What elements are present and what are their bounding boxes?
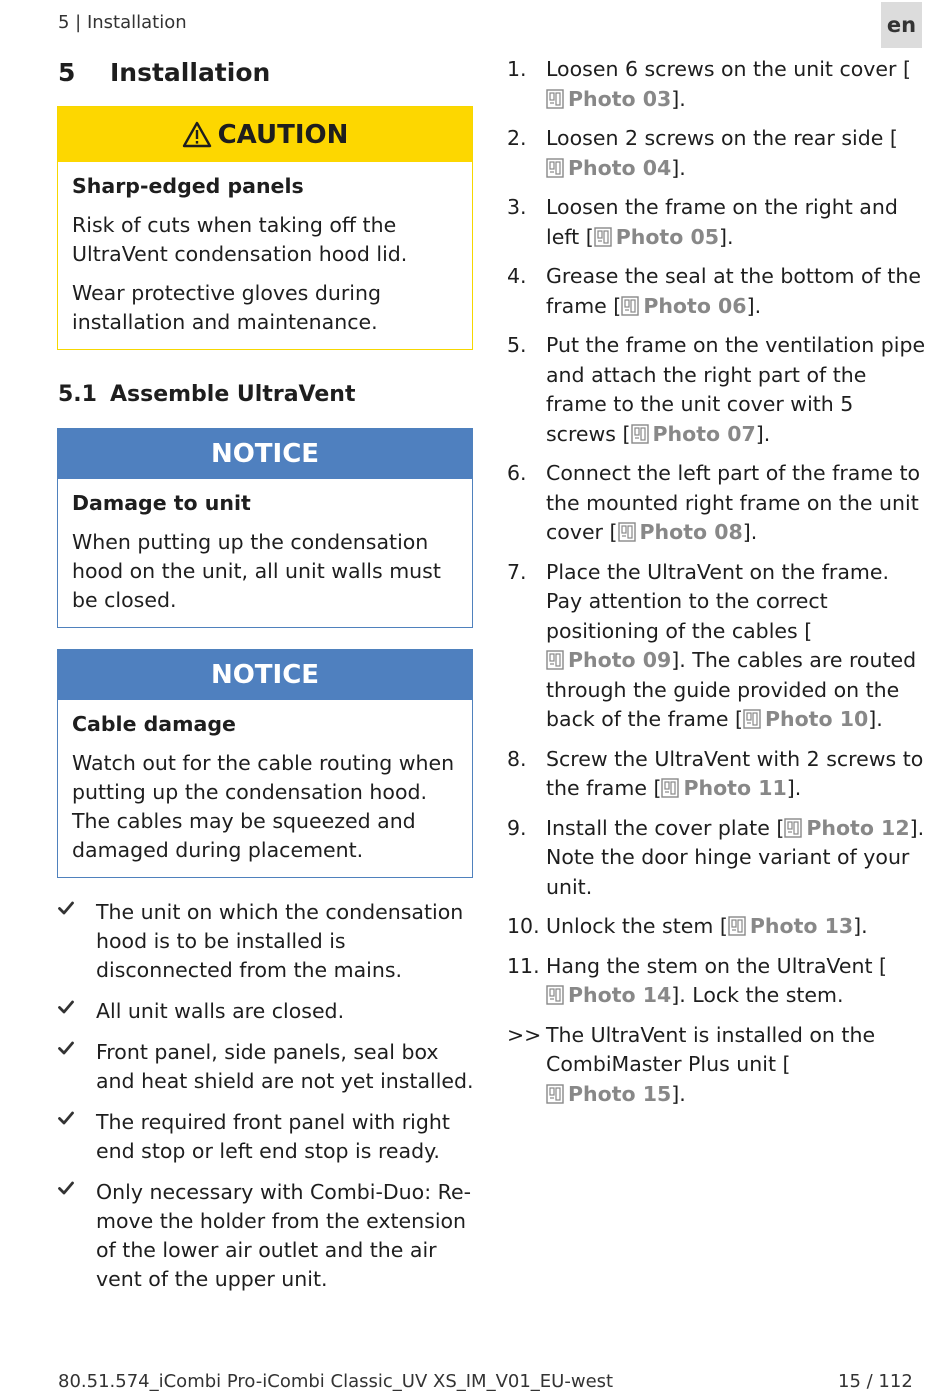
caution-label: CAUTION [217,119,349,150]
notice-text: Watch out for the cable routing when putting up the condensation hood. The cables may be squeezed and damaged during placement. [72,751,455,862]
step-text: Install the cover plate [ [546,815,785,840]
photo-reference [618,520,743,544]
photo-label: Photo 07 [652,421,756,446]
prerequisite-text: The required front panel with right end stop or left end stop is ready. [96,1110,450,1163]
step-item [507,745,927,804]
photo-label: Photo 11 [683,776,787,800]
step-item [507,193,927,252]
photo-label: Photo 14 [568,983,672,1007]
step-item [507,814,927,903]
photo-icon [546,157,564,177]
photo-reference [728,914,853,938]
photo-label: Photo 04 [568,155,672,180]
step-text: ]. [868,707,883,731]
notice-box [57,649,473,878]
step-item [507,952,927,1011]
step-text: ]. [671,155,686,180]
notice-header: NOTICE [58,650,472,700]
step-text: Put the frame on the ventilation pipe and attach the right part of the frame to the unit cover with 5 screws [ [546,333,926,446]
step-text: Unlock the stem [ [546,914,728,938]
step-text: ]. [671,1081,686,1106]
step-text: Grease the seal at the bottom of the frame [ [546,264,921,318]
photo-icon [546,984,564,1004]
photo-icon [546,1083,564,1103]
step-item [507,558,927,735]
step-item [507,459,927,548]
photo-reference [594,225,719,249]
step-text: ]. [671,86,686,111]
photo-reference [546,87,671,111]
step-text: ]. [853,914,868,938]
photo-label: Photo 06 [643,293,747,318]
step-item [507,262,927,321]
step-text: Loosen 2 screws on the rear side [ [546,126,898,150]
caution-paragraph: Wear protective gloves during installation and maintenance. [72,281,381,334]
list-item [58,1178,478,1294]
photo-reference [546,1082,671,1106]
caution-header [58,107,472,162]
step-text: Screw the UltraVent with 2 screws to the frame [ [546,746,924,800]
caution-paragraph: Risk of cuts when taking off the UltraVent condensation hood lid. [72,213,408,266]
step-text: Loosen the frame on the right and left [ [546,195,898,249]
photo-label: Photo 09 [568,648,672,672]
checkmark-icon [58,1040,74,1056]
step-number: 7. [507,559,527,584]
photo-reference [743,707,868,731]
photo-reference [546,983,671,1007]
language-badge: en [881,2,922,48]
photo-icon [728,915,746,935]
step-number: 5. [507,333,527,357]
section-title: Installation [110,58,271,87]
step-text: ]. Note the door hinge variant of your unit. [546,815,925,899]
notice-title: Damage to unit [72,491,251,515]
prerequisite-text: All unit walls are closed. [96,999,345,1023]
step-text: ]. [786,776,802,800]
step-text: Loosen 6 screws on the unit cover [ [546,57,911,81]
step-number: 1. [507,57,527,81]
section-heading [58,58,270,87]
subsection-title: Assemble UltraVent [110,382,356,407]
checkmark-icon [58,1110,74,1126]
installation-steps [507,55,927,1119]
prerequisite-text: The unit on which the condensation hood is to be installed is disconnected from the mains. [96,900,464,982]
list-item [58,1038,478,1096]
step-number: 9. [507,815,527,840]
result-marker: >> [507,1022,542,1047]
caution-box [57,106,473,350]
photo-reference [661,776,786,800]
step-item [507,331,927,449]
photo-icon [661,777,679,797]
photo-reference [546,648,671,672]
photo-label: Photo 05 [615,224,719,249]
prerequisite-text: Front panel, side panels, seal box and heat shield are not yet installed. [96,1040,474,1093]
step-text: ]. The cables are routed through the guide provided on the back of the frame [ [546,648,917,731]
photo-reference [784,816,909,840]
photo-icon [618,521,636,541]
photo-reference [621,294,746,318]
step-number: 11. [507,953,540,978]
photo-label: Photo 08 [639,520,743,544]
photo-icon [743,708,761,728]
list-item [58,1108,478,1166]
subsection-heading [58,382,355,407]
step-text: ]. [755,421,771,446]
checkmark-icon [58,999,74,1015]
result-item [507,1021,927,1110]
step-item [507,124,927,183]
notice-title: Cable damage [72,712,236,736]
warning-triangle-icon [182,121,212,148]
photo-reference [631,422,756,446]
photo-icon [546,649,564,669]
step-number: 10. [507,914,540,938]
photo-label: Photo 10 [764,707,869,731]
photo-label: Photo 13 [749,914,854,938]
photo-label: Photo 15 [568,1081,672,1106]
page-number: 15 / 112 [838,1371,913,1392]
prerequisite-list [58,898,478,1306]
running-header: 5 | Installation [58,12,187,33]
list-item [58,898,478,985]
step-text: ]. [718,224,734,249]
section-number: 5 [58,58,76,87]
notice-box [57,428,473,628]
step-number: 4. [507,264,527,288]
step-text: Connect the left part of the frame to the mounted right frame on the unit cover [ [546,461,921,544]
subsection-number: 5.1 [58,382,97,407]
step-number: 2. [507,126,527,150]
checkmark-icon [58,900,74,916]
step-item [507,912,927,942]
step-number: 6. [507,461,527,485]
notice-text: When putting up the condensation hood on the unit, all unit walls must be closed. [72,530,441,612]
step-text: ]. [742,520,758,544]
photo-icon [546,88,564,108]
document-id: 80.51.574_iCombi Pro-iCombi Classic_UV XS_IM_V01_EU-west [58,1371,614,1392]
caution-title: Sharp-edged panels [72,174,304,198]
photo-icon [784,817,802,837]
step-item [507,55,927,114]
step-text: ]. Lock the stem. [671,983,844,1007]
step-text: ]. [746,293,762,318]
step-text: Hang the stem on the UltraVent [ [546,953,888,978]
photo-label: Photo 12 [806,815,910,840]
photo-icon [621,295,639,315]
checkmark-icon [58,1180,74,1196]
photo-reference [546,156,671,180]
photo-icon [594,226,612,246]
prerequisite-text: Only necessary with Combi-Duo: Re-move the holder from the extension of the lower air outlet and the air vent of the upper unit. [96,1180,471,1291]
photo-icon [631,423,649,443]
step-text: Place the UltraVent on the frame. Pay attention to the correct positioning of the cables [ [546,559,890,643]
photo-label: Photo 03 [568,86,672,111]
list-item [58,997,478,1026]
step-number: 8. [507,746,527,771]
step-text: The UltraVent is installed on the CombiMaster Plus unit [ [546,1022,876,1076]
step-number: 3. [507,195,527,219]
notice-header: NOTICE [58,429,472,479]
